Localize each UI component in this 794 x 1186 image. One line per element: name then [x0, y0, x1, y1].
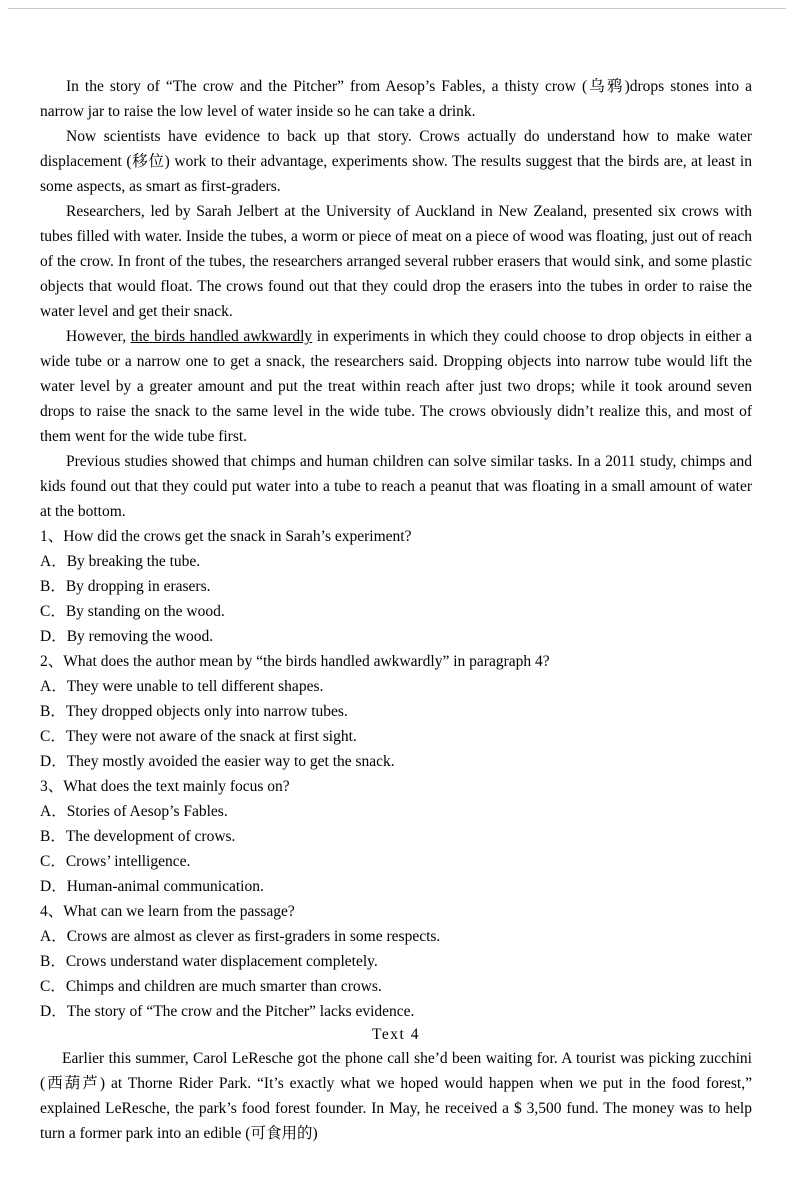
- underlined-phrase: the birds handled awkwardly: [130, 328, 313, 345]
- paragraph-3: Researchers, led by Sarah Jelbert at the University of Auckland in New Zealand, presented six crows with tubes filled with water. Inside the tubes, a worm or piece of meat on a piece of wood was floating, just out of reach of the crow. In front of the tubes, the researchers arranged several rubber erasers that would sink, and some plastic objects that would float. The crows found out that they could drop the erasers into the tubes in order to raise the water level and get their snack.: [40, 203, 752, 320]
- question-2-option-c: C．They were not aware of the snack at first sight.: [40, 728, 357, 745]
- paragraph-4: [40, 324, 752, 449]
- question-1-option-a: A．By breaking the tube.: [40, 553, 201, 570]
- question-2-stem: [40, 649, 752, 674]
- question-1-option-d: D．By removing the wood.: [40, 628, 214, 645]
- question-1-option-c: C．By standing on the wood.: [40, 603, 225, 620]
- paragraph-1: In the story of “The crow and the Pitcher” from Aesop’s Fables, a thisty crow (乌鸦)drops stones into a narrow jar to raise the low level of water inside so he can take a drink.: [40, 78, 752, 120]
- question-4-text: What can we learn from the passage?: [63, 903, 295, 920]
- page-top-border: [8, 8, 786, 9]
- question-2-option-a: A．They were unable to tell different shapes.: [40, 678, 324, 695]
- question-2-text: What does the author mean by “the birds handled awkwardly” in paragraph 4?: [63, 653, 550, 670]
- question-3-stem: [40, 774, 752, 799]
- question-4-stem: [40, 899, 752, 924]
- question-1: [40, 524, 752, 649]
- question-4-option-a: A．Crows are almost as clever as first-graders in some respects.: [40, 928, 441, 945]
- paragraph-5: Previous studies showed that chimps and human children can solve similar tasks. In a 2011 study, chimps and kids found out that they could put water into a tube to reach a peanut that was floating in a small amount of water at the bottom.: [40, 453, 752, 520]
- paragraph-2: Now scientists have evidence to back up that story. Crows actually do understand how to make water displacement (移位) work to their advantage, experiments show. The results suggest that the birds are, at least in some aspects, as smart as first-graders.: [40, 128, 752, 195]
- text4-paragraph: Earlier this summer, Carol LeResche got the phone call she’d been waiting for. A tourist was picking zucchini (西葫芦) at Thorne Rider Park. “It’s exactly what we hoped would happen when we put in the food forest,” explained LeResche, the park’s food forest founder. In May, he received a $ 3,500 fund. The money was to help turn a former park into an edible (可食用的): [40, 1050, 752, 1142]
- question-1-number: 1、: [40, 528, 64, 545]
- paragraph-4-lead: However,: [66, 328, 131, 345]
- question-4-option-c: C．Chimps and children are much smarter than crows.: [40, 978, 382, 995]
- question-3-option-c: C．Crows’ intelligence.: [40, 853, 191, 870]
- question-1-text: How did the crows get the snack in Sarah’s experiment?: [63, 528, 412, 545]
- question-3: [40, 774, 752, 899]
- question-2-number: 2、: [40, 653, 64, 670]
- question-1-stem: [40, 524, 752, 549]
- question-3-option-a: A．Stories of Aesop’s Fables.: [40, 803, 228, 820]
- question-4-number: 4、: [40, 903, 64, 920]
- question-3-option-d: D．Human-animal communication.: [40, 878, 264, 895]
- question-3-text: What does the text mainly focus on?: [63, 778, 290, 795]
- question-4-option-d: D．The story of “The crow and the Pitcher” lacks evidence.: [40, 1003, 415, 1020]
- question-3-option-b: B．The development of crows.: [40, 828, 236, 845]
- question-4-option-b: B．Crows understand water displacement completely.: [40, 953, 378, 970]
- question-2-option-b: B．They dropped objects only into narrow tubes.: [40, 703, 348, 720]
- question-2-option-d: D．They mostly avoided the easier way to get the snack.: [40, 753, 395, 770]
- question-1-option-b: B．By dropping in erasers.: [40, 578, 211, 595]
- paragraph-4-rest: in experiments in which they could choose to drop objects in either a wide tube or a narrow one to get a snack, the researchers said. Dropping objects into narrow tube would lift the water level by a greater amount and put the treat within reach after just two drops; while it took around seven drops to raise the snack to the same level in the wide tube. The crows obviously didn’t realize this, and most of them went for the wide tube first.: [40, 328, 752, 445]
- question-3-number: 3、: [40, 778, 64, 795]
- question-4: [40, 899, 752, 1024]
- question-2: [40, 649, 752, 774]
- text4-heading: Text 4: [372, 1026, 420, 1043]
